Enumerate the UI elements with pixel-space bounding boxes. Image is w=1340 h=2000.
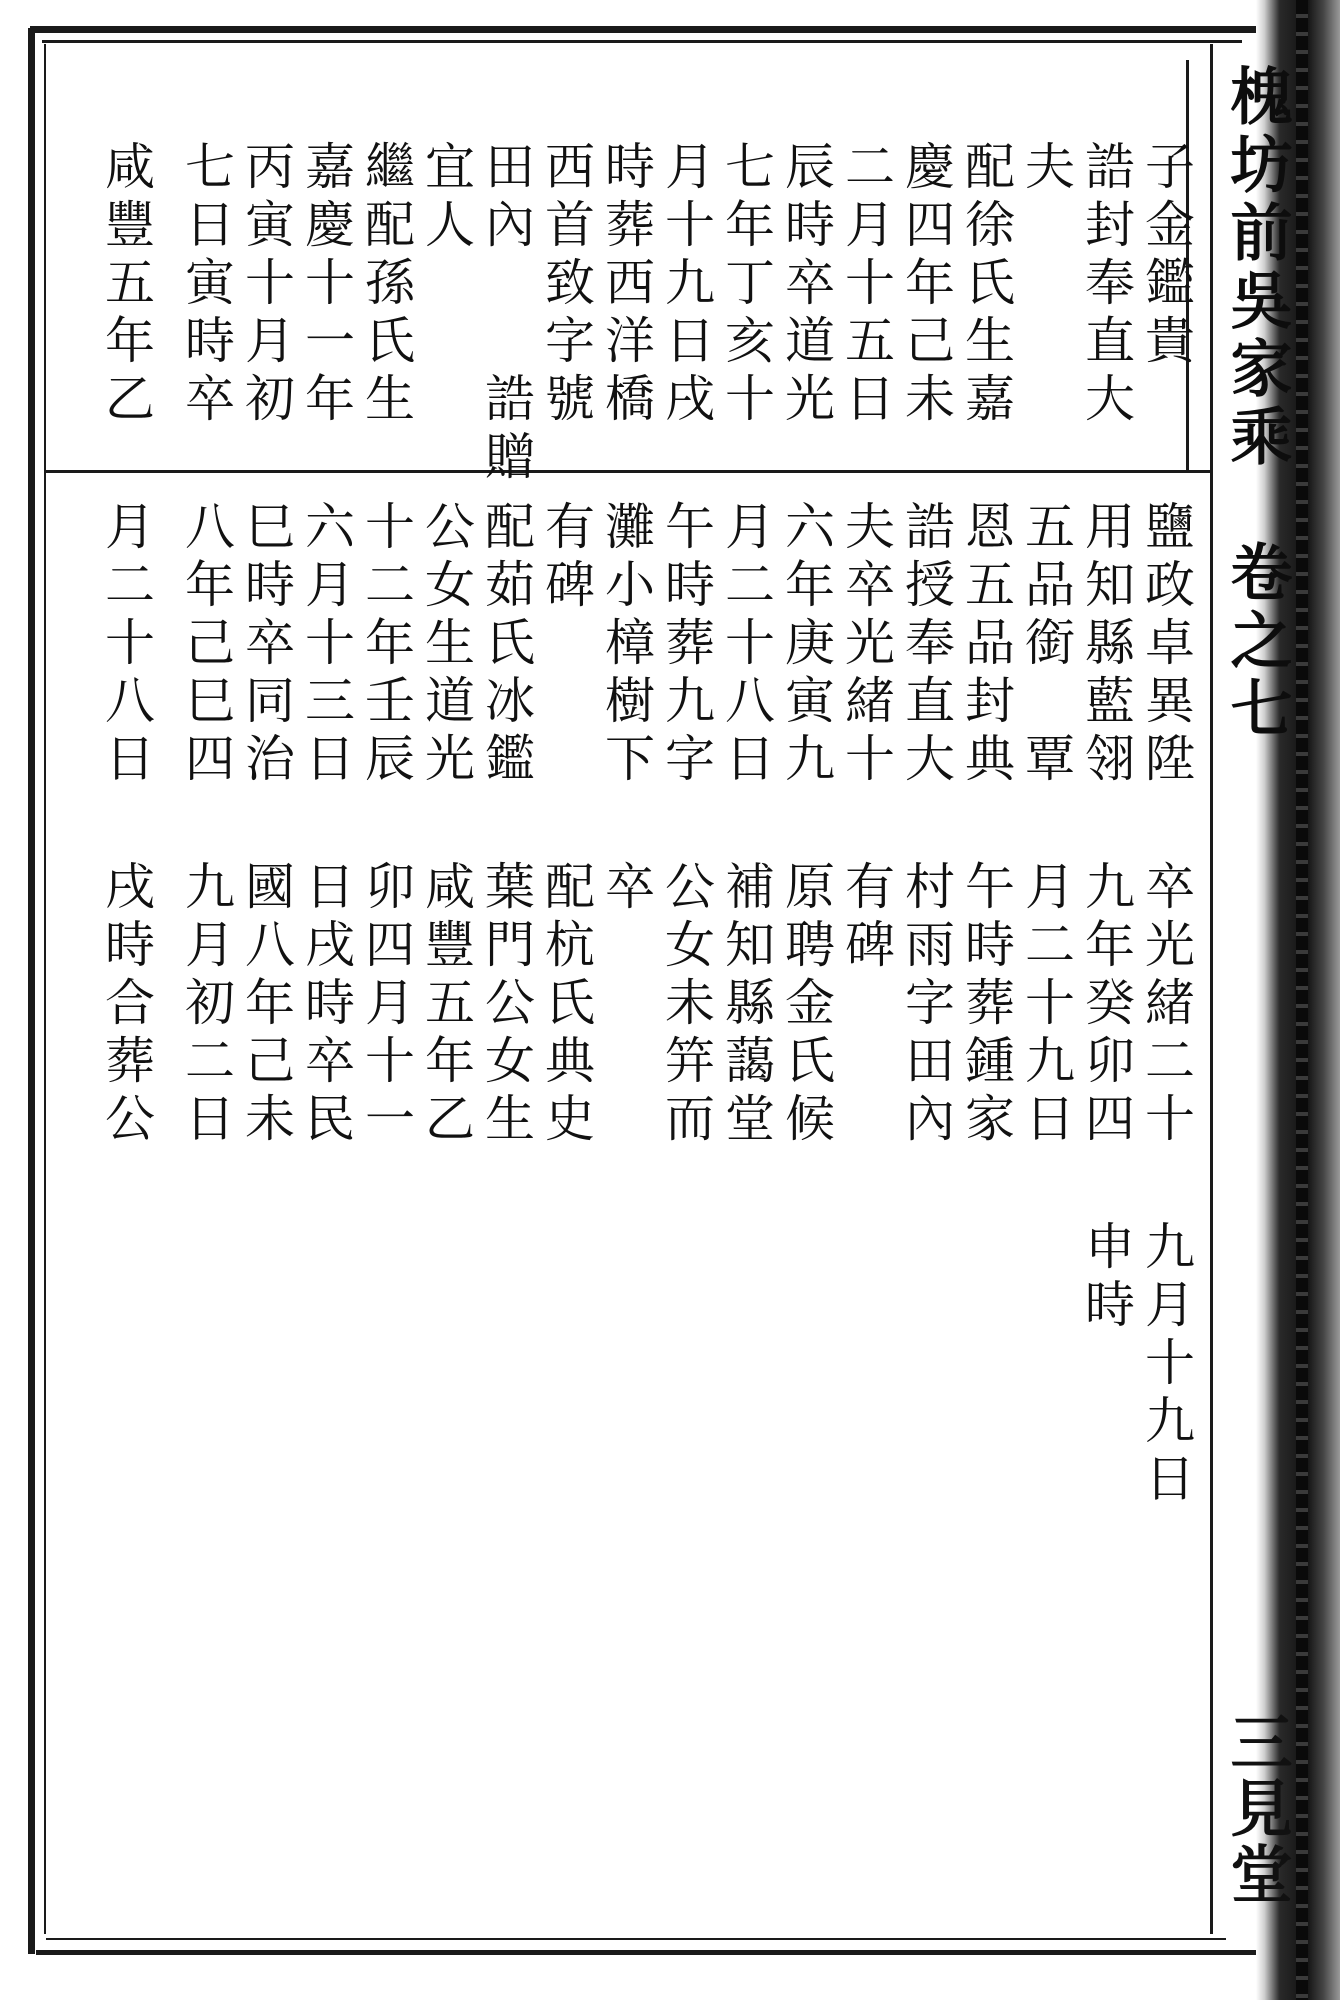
lower-b-column-13: 咸豐五年乙 — [417, 860, 475, 1150]
upper-column-12: 田內 誥贈 — [477, 140, 535, 488]
lower-b-column-15: 日戌時卒民 — [297, 860, 355, 1150]
lower-column-13: 公女生道光 — [417, 500, 475, 790]
upper-column-4: 配徐氏生嘉 — [957, 140, 1015, 430]
trailing-column-2: 申時 — [1077, 1220, 1135, 1336]
upper-column-14: 繼配孫氏生 — [357, 140, 415, 430]
lower-column-11: 有碑 — [537, 500, 595, 616]
lower-column-17: 八年己巳四 — [177, 500, 235, 790]
upper-column-15: 嘉慶十一年 — [297, 140, 355, 430]
lower-column-4: 恩五品封典 — [957, 500, 1015, 790]
lower-column-1: 鹽政卓異陞 — [1137, 500, 1195, 790]
lower-b-column-3: 月二十九日 — [1017, 860, 1075, 1150]
upper-column-9: 月十九日戌 — [657, 140, 715, 430]
hall-name-mark: 三見堂 — [1220, 1710, 1293, 1908]
upper-column-13: 宜人 — [417, 140, 475, 256]
lower-column-15: 六月十三日 — [297, 500, 355, 790]
lower-b-column-6: 有碑 — [837, 860, 895, 976]
lower-b-column-4: 午時葬鍾家 — [957, 860, 1015, 1150]
upper-column-6: 二月十五日 — [837, 140, 895, 430]
lower-b-column-11: 配杭氏典史 — [537, 860, 595, 1150]
upper-column-16: 丙寅十月初 — [237, 140, 295, 430]
lower-b-column-8: 補知縣藹堂 — [717, 860, 775, 1150]
lower-b-column-5: 村雨字田內 — [897, 860, 955, 1150]
lower-column-6: 夫卒光緒十 — [837, 500, 895, 790]
lower-column-14: 十二年壬辰 — [357, 500, 415, 790]
upper-column-18: 咸豐五年乙 — [97, 140, 155, 430]
section-divider-rule — [46, 470, 1210, 473]
lower-column-7: 六年庚寅九 — [777, 500, 835, 790]
lower-b-column-18: 戌時合葬公 — [97, 860, 155, 1150]
upper-column-8: 七年丁亥十 — [717, 140, 775, 430]
upper-column-7: 辰時卒道光 — [777, 140, 835, 430]
upper-column-5: 慶四年己未 — [897, 140, 955, 430]
lower-b-column-9: 公女未笄而 — [657, 860, 715, 1150]
upper-column-3: 夫 — [1017, 140, 1075, 198]
lower-b-column-7: 原聘金氏候 — [777, 860, 835, 1150]
lower-column-10: 灘小樟樹下 — [597, 500, 655, 790]
frame-bottom-inner-rule — [46, 1938, 1226, 1940]
page-title: 槐坊前吳家乘 卷之七 — [1220, 64, 1293, 744]
lower-column-2: 用知縣藍翎 — [1077, 500, 1135, 790]
lower-column-9: 午時葬九字 — [657, 500, 715, 790]
lower-b-column-12: 葉門公女生 — [477, 860, 535, 1150]
lower-b-column-10: 卒 — [597, 860, 655, 918]
upper-column-1: 子金鑑貴 — [1137, 140, 1195, 372]
upper-column-17: 七日寅時卒 — [177, 140, 235, 430]
trailing-column-1: 九月十九日 — [1137, 1220, 1195, 1510]
lower-column-8: 月二十八日 — [717, 500, 775, 790]
lower-column-16: 巳時卒同治 — [237, 500, 295, 790]
frame-top-inner-rule — [42, 40, 1242, 43]
upper-column-10: 時葬西洋橋 — [597, 140, 655, 430]
lower-b-column-16: 國八年己未 — [237, 860, 295, 1150]
lower-column-3: 五品銜 覃 — [1017, 500, 1075, 790]
lower-b-column-17: 九月初二日 — [177, 860, 235, 1150]
frame-left-inner-rule — [44, 44, 46, 1934]
upper-column-11: 西首致字號 — [537, 140, 595, 430]
upper-column-2: 誥封奉直大 — [1077, 140, 1135, 430]
lower-column-12: 配茹氏冰鑑 — [477, 500, 535, 790]
lower-b-column-1: 卒光緒二十 — [1137, 860, 1195, 1150]
frame-left-rule — [28, 28, 35, 1954]
frame-top-rule — [30, 26, 1280, 33]
lower-b-column-2: 九年癸卯四 — [1077, 860, 1135, 1150]
lower-column-5: 誥授奉直大 — [897, 500, 955, 790]
lower-column-18: 月二十八日 — [97, 500, 155, 790]
lower-b-column-14: 卯四月十一 — [357, 860, 415, 1150]
frame-bottom-rule — [36, 1950, 1276, 1955]
